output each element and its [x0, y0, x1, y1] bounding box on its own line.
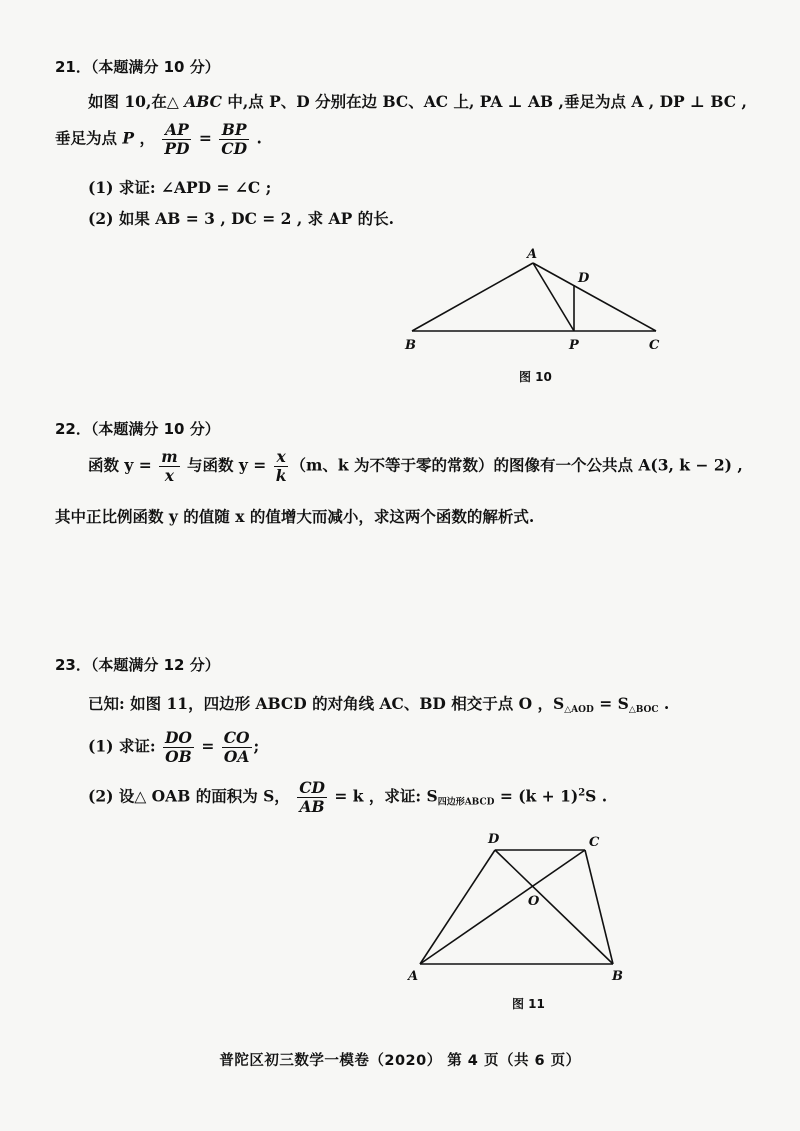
q21-l1-b: 中,点 P、D 分别在边 BC、AC 上, PA ⊥ AB ,垂足为点 A , DP ⊥ BC ,: [221, 92, 747, 111]
fig10-label-a: A: [527, 247, 538, 262]
q23-heading: 23．（本题满分 12 分）: [55, 656, 220, 674]
q23-l1-end: .: [658, 694, 670, 713]
fig10-label-d: D: [578, 271, 590, 286]
q22-fraction-x-k: $\frac{x}{k}$: [275, 447, 287, 485]
fig11-side-ad: [420, 850, 495, 964]
q22-l1-a: 函数 y =: [88, 455, 158, 475]
q23-fraction-cd-ab: $\frac{CD}{AB}$: [299, 778, 325, 816]
fig11-side-bc: [585, 850, 613, 964]
figure-10-caption: 图 10: [519, 370, 552, 384]
q21-l1-abc: ABC: [184, 92, 222, 111]
q23-part1: [88, 729, 259, 766]
q23-p2-sub-abcd: 四边形ABCD: [437, 797, 495, 808]
figure-11-quadrilateral: [395, 828, 635, 990]
page-footer: 普陀区初三数学一模卷（2020） 第 4 页（共 6 页）: [219, 1053, 581, 1069]
q21-fraction-ap-pd: $\frac{AP}{PD}$: [164, 120, 190, 158]
q21-l2-b: ，: [134, 128, 155, 148]
fig11-label-d: D: [488, 832, 500, 847]
q23-p2-d: S .: [585, 786, 608, 806]
q23-l1-mid: = S: [593, 694, 629, 713]
q22-heading: 22．（本题满分 10 分）: [55, 420, 220, 438]
q23-line1: [88, 692, 669, 715]
q23-p1-end: ;: [253, 736, 260, 756]
q23-fraction-do-ob: $\frac{DO}{OB}$: [164, 728, 192, 766]
q23-p2-c: = (k + 1): [494, 786, 579, 806]
q21-part1: (1) 求证: ∠APD = ∠C ;: [88, 178, 272, 197]
fig11-label-b: B: [612, 969, 623, 984]
q21-fraction-bp-cd: $\frac{BP}{CD}$: [221, 120, 248, 158]
figure-10-triangle: [395, 245, 680, 360]
q22-l1-b: 与函数 y =: [181, 455, 272, 475]
fig11-label-a: A: [408, 969, 419, 984]
q21-l1-a: 如图 10,在△: [88, 92, 185, 111]
fig11-label-o: O: [528, 894, 540, 909]
q22-line1: [88, 448, 743, 485]
q21-equals: =: [193, 128, 218, 148]
q23-p1-eq: =: [195, 736, 220, 756]
fig11-diagonal-bd: [495, 850, 613, 964]
figure-11-caption: 图 11: [512, 997, 545, 1011]
q22-l1-c: （m、k 为不等于零的常数）的图像有一个公共点 A(3, k − 2) ,: [290, 455, 743, 475]
fig11-label-c: C: [589, 835, 600, 850]
q23-l1-sub-aod: △AOD: [564, 705, 594, 715]
fig10-side-ab: [412, 263, 533, 331]
q22-fraction-m-x: $\frac{m}{x}$: [161, 447, 178, 485]
q21-l2-end: .: [251, 128, 262, 148]
q21-line1: [88, 90, 747, 112]
q23-p2-b: = k ，求证: S: [328, 786, 438, 806]
q23-p2-a: (2) 设△ OAB 的面积为 S，: [88, 786, 296, 806]
q22-line2: 其中正比例函数 y 的值随 x 的值增大而减小，求这两个函数的解析式.: [55, 507, 535, 526]
fig10-label-c: C: [649, 338, 660, 353]
q23-l1-a: 已知: 如图 11，四边形 ABCD 的对角线 AC、BD 相交于点 O ，S: [88, 694, 565, 713]
q23-p2-sup: 2: [578, 787, 586, 799]
fig10-side-ac: [533, 263, 656, 331]
q21-line2: [55, 121, 262, 158]
q21-l2-a: 垂足为点: [55, 128, 123, 148]
q21-l2-p: P: [122, 128, 135, 148]
q23-p1-a: (1) 求证:: [88, 736, 161, 756]
fig10-label-p: P: [569, 338, 579, 353]
q23-part2: [88, 779, 607, 816]
q23-fraction-co-oa: $\frac{CO}{OA}$: [223, 728, 250, 766]
fig10-segment-ap: [533, 263, 574, 331]
fig11-diagonal-ac: [420, 850, 585, 964]
fig10-label-b: B: [405, 338, 416, 353]
q21-heading: 21．（本题满分 10 分）: [55, 58, 220, 76]
q21-part2: (2) 如果 AB = 3 , DC = 2 , 求 AP 的长.: [88, 209, 395, 228]
q23-l1-sub-boc: △BOC: [628, 705, 659, 715]
